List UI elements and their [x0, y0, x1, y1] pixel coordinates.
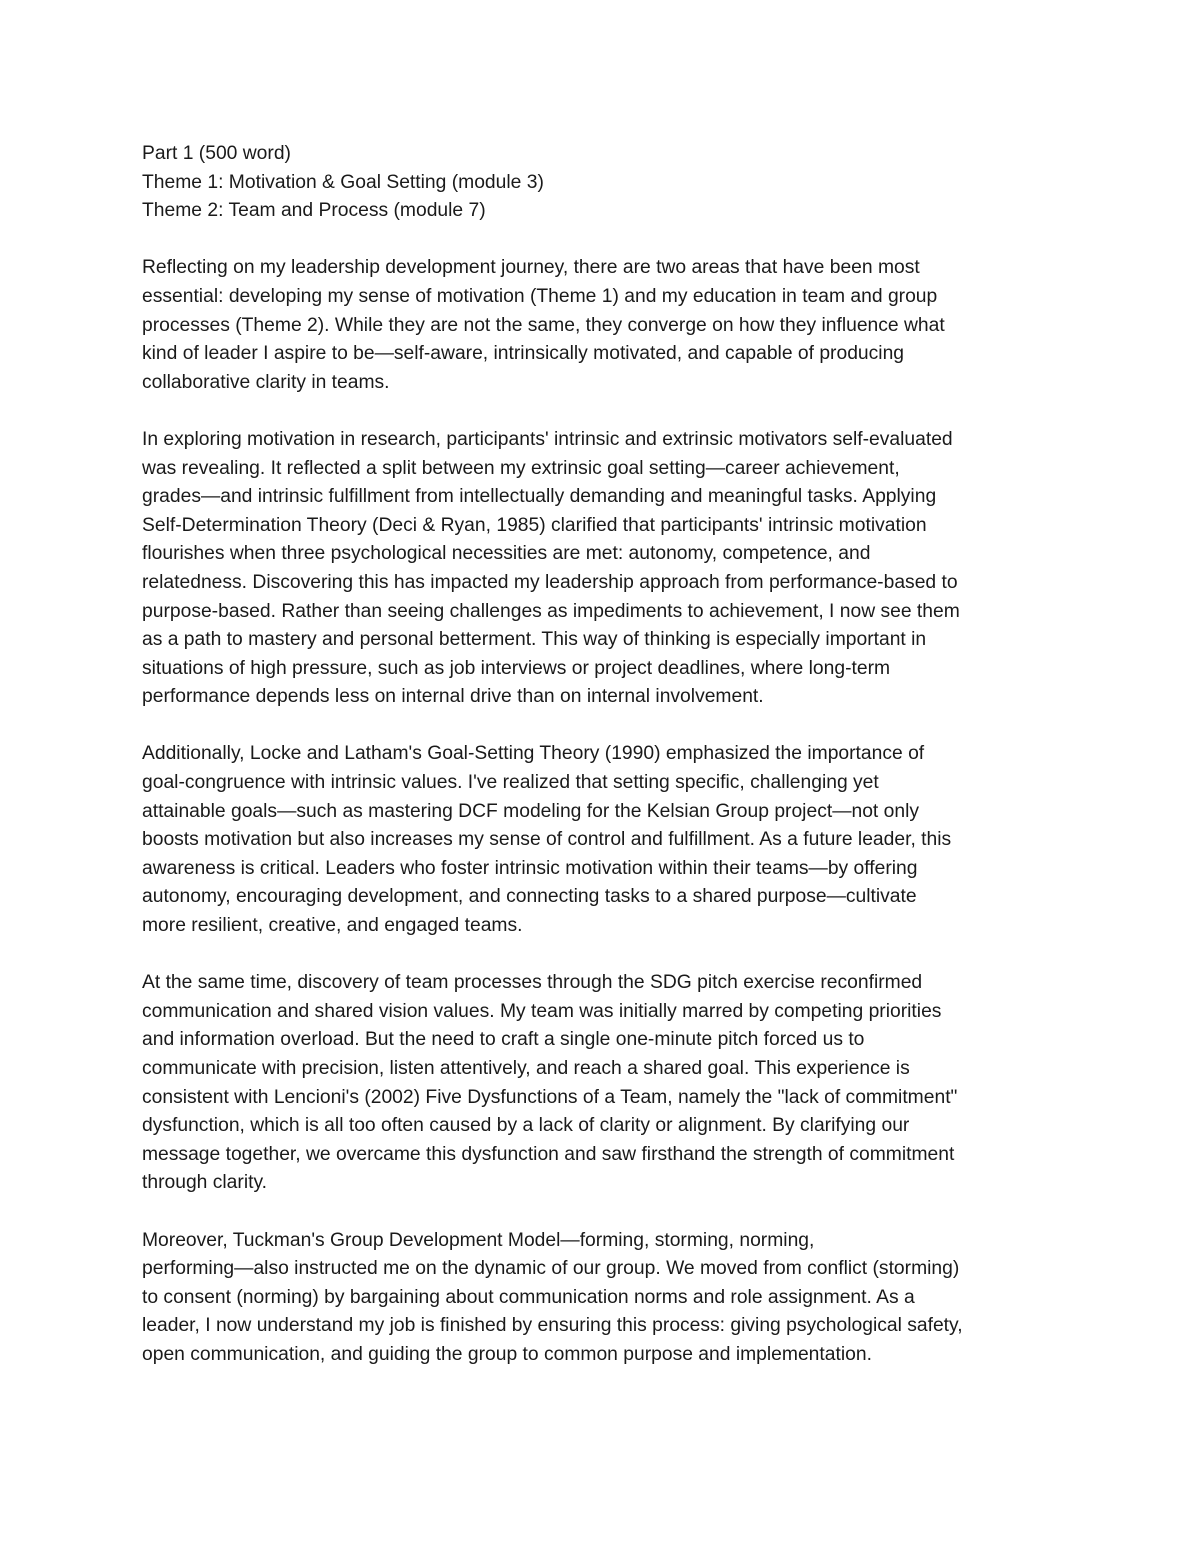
paragraph-line: goal-congruence with intrinsic values. I've realized that setting specific, challenging yet	[142, 772, 879, 794]
paragraph-line: situations of high pressure, such as job interviews or project deadlines, where long-term	[142, 657, 891, 679]
paragraph-line: performing—also instructed me on the dynamic of our group. We moved from conflict (storming)	[142, 1258, 960, 1280]
paragraph-line: leader, I now understand my job is finished by ensuring this process: giving psychological safety,	[142, 1315, 963, 1337]
paragraph-line: flourishes when three psychological necessities are met: autonomy, competence, and	[142, 543, 871, 565]
paragraph-goal-setting	[142, 740, 1072, 940]
part-heading: Part 1 (500 word)	[142, 143, 291, 164]
theme-2-heading: Theme 2: Team and Process (module 7)	[142, 200, 486, 222]
theme-1-heading: Theme 1: Motivation & Goal Setting (module 3)	[142, 171, 544, 193]
paragraph-line: awareness is critical. Leaders who foster intrinsic motivation within their teams—by offering	[142, 857, 918, 879]
paragraph-line: purpose-based. Rather than seeing challenges as impediments to achievement, I now see them	[142, 600, 960, 622]
paragraph-line: grades—and intrinsic fulfillment from intellectually demanding and meaningful tasks. Applying	[142, 486, 937, 508]
paragraph-line: more resilient, creative, and engaged teams.	[142, 915, 523, 937]
paragraph-line: performance depends less on internal drive than on internal involvement.	[142, 686, 764, 708]
paragraph-line: through clarity.	[142, 1172, 268, 1194]
paragraph-line: kind of leader I aspire to be—self-aware, intrinsically motivated, and capable of producing	[142, 343, 905, 365]
paragraph-line: attainable goals—such as mastering DCF modeling for the Kelsian Group project—not only	[142, 800, 920, 822]
paragraph-line: relatedness. Discovering this has impacted my leadership approach from performance-based to	[142, 571, 958, 593]
paragraph-line: Self-Determination Theory (Deci & Ryan, 1985) clarified that participants' intrinsic motivation	[142, 514, 927, 536]
paragraph-line: open communication, and guiding the group to common purpose and implementation.	[142, 1343, 872, 1365]
paragraph-line: Additionally, Locke and Latham's Goal-Setting Theory (1990) emphasized the importance of	[142, 743, 925, 765]
paragraph-introduction	[142, 254, 1072, 397]
paragraph-team-processes	[142, 969, 1072, 1198]
paragraph-line: At the same time, discovery of team processes through the SDG pitch exercise reconfirmed	[142, 972, 923, 994]
paragraph-line: In exploring motivation in research, participants' intrinsic and extrinsic motivators self-evaluated	[142, 428, 953, 450]
paragraph-line: consistent with Lencioni's (2002) Five Dysfunctions of a Team, namely the "lack of commitment"	[142, 1086, 958, 1108]
paragraph-line: processes (Theme 2). While they are not the same, they converge on how they influence what	[142, 314, 945, 336]
paragraph-line: was revealing. It reflected a split between my extrinsic goal setting—career achievement,	[142, 457, 900, 479]
paragraph-line: to consent (norming) by bargaining about communication norms and role assignment. As a	[142, 1286, 915, 1308]
paragraph-line: and information overload. But the need to craft a single one-minute pitch forced us to	[142, 1029, 865, 1051]
paragraph-line: communicate with precision, listen attentively, and reach a shared goal. This experience is	[142, 1058, 910, 1079]
paragraph-line: Moreover, Tuckman's Group Development Model—forming, storming, norming,	[142, 1229, 815, 1251]
paragraph-line: as a path to mastery and personal betterment. This way of thinking is especially important in	[142, 629, 927, 651]
document-header	[142, 140, 1072, 226]
paragraph-motivation	[142, 426, 1072, 712]
paragraph-group-development	[142, 1227, 1072, 1370]
paragraph-line: dysfunction, which is all too often caused by a lack of clarity or alignment. By clarifying our	[142, 1115, 910, 1137]
paragraph-line: autonomy, encouraging development, and connecting tasks to a shared purpose—cultivate	[142, 886, 917, 908]
paragraph-line: collaborative clarity in teams.	[142, 371, 390, 393]
paragraph-line: message together, we overcame this dysfunction and saw firsthand the strength of commitment	[142, 1143, 955, 1165]
document-body	[142, 140, 1072, 1370]
paragraph-line: boosts motivation but also increases my sense of control and fulfillment. As a future leader, this	[142, 829, 952, 851]
paragraph-line: Reflecting on my leadership development journey, there are two areas that have been most	[142, 257, 920, 279]
paragraph-line: essential: developing my sense of motivation (Theme 1) and my education in team and group	[142, 285, 938, 307]
paragraph-line: communication and shared vision values. My team was initially marred by competing priorities	[142, 1000, 942, 1022]
